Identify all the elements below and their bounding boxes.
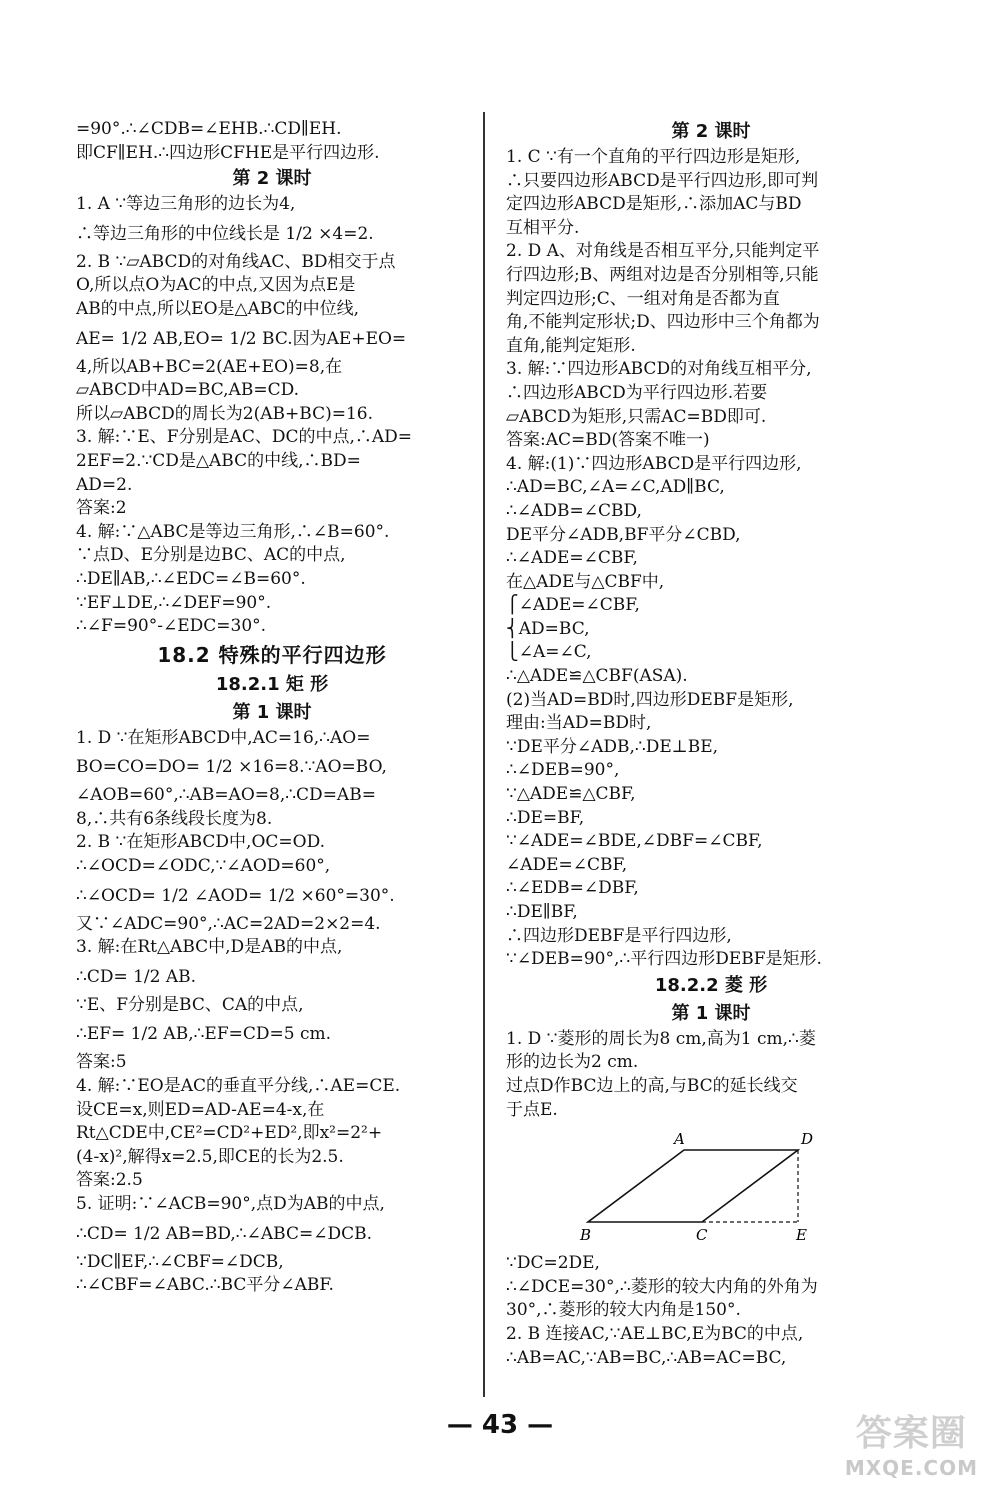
text-line: O,所以点O为AC的中点,又因为点E是: [76, 275, 356, 296]
text-line: 4. 解:(1)∵四边形ABCD是平行四边形,: [506, 453, 802, 474]
text-line: ∵△ADE≌△CBF,: [506, 784, 636, 805]
text-line: ∴∠OCD=∠ODC,∵∠AOD=60°,: [76, 856, 331, 877]
text-line: ⎨AD=BC,: [506, 618, 590, 639]
text-line: 答案:5: [76, 1052, 127, 1073]
text-line: 在△ADE与△CBF中,: [506, 571, 665, 592]
text-line: 3. 解:在Rt△ABC中,D是AB的中点,: [76, 937, 343, 958]
text-line: 2. B ∵在矩形ABCD中,OC=OD.: [76, 832, 326, 853]
text-line: DE平分∠ADB,BF平分∠CBD,: [506, 524, 741, 545]
chapter-heading: 18.2 特殊的平行四边形: [157, 642, 387, 667]
text-line: ∴只要四边形ABCD是平行四边形,即可判: [506, 170, 819, 191]
text-line: ∴∠DEB=90°,: [506, 760, 620, 781]
text-line: 4. 解:∵△ABC是等边三角形,∴∠B=60°.: [76, 521, 390, 542]
section-heading: 第 2 课时: [671, 121, 751, 142]
text-line: 2. B 连接AC,∵AE⊥BC,E为BC的中点,: [506, 1323, 804, 1344]
text-line: ∴CD= 1/2 AB=BD,∴∠ABC=∠DCB.: [76, 1223, 372, 1244]
figure-label-b: B: [580, 1226, 592, 1243]
text-line: 即CF∥EH.∴四边形CFHE是平行四边形.: [76, 142, 380, 163]
text-line: ∴DE=BF,: [506, 807, 585, 828]
column-divider: [483, 112, 485, 1397]
text-line: 2EF=2.∵CD是△ABC的中线,∴BD=: [76, 450, 361, 471]
text-line: 1. C ∵有一个直角的平行四边形是矩形,: [506, 147, 801, 167]
text-line: ∵DE平分∠ADB,∴DE⊥BE,: [506, 736, 719, 757]
text-line: ∵DC=2DE,: [506, 1253, 600, 1274]
text-line: =90°.∴∠CDB=∠EHB.∴CD∥EH.: [76, 119, 342, 139]
text-line: 8,∴共有6条线段长度为8.: [76, 808, 273, 829]
text-line: 所以▱ABCD的周长为2(AB+BC)=16.: [76, 403, 373, 424]
section-heading: 18.2.1 矩 形: [215, 673, 329, 695]
text-line: ⎧∠ADE=∠CBF,: [506, 595, 640, 616]
text-line: 直角,能判定矩形.: [506, 335, 636, 356]
text-line: 3. 解:∵四边形ABCD的对角线互相平分,: [506, 359, 812, 380]
text-line: 互相平分.: [506, 217, 580, 238]
text-line: 定四边形ABCD是矩形,∴添加AC与BD: [506, 194, 802, 215]
text-line: ∠AOB=60°,∴AB=AO=8,∴CD=AB=: [76, 785, 376, 806]
text-line: Rt△CDE中,CE²=CD²+ED²,即x²=2²+: [76, 1123, 383, 1144]
text-line: ∴∠DCE=30°,∴菱形的较大内角的外角为: [506, 1276, 818, 1297]
text-line: ∵点D、E分别是边BC、AC的中点,: [76, 545, 346, 566]
text-line: ∵DC∥EF,∴∠CBF=∠DCB,: [76, 1251, 284, 1272]
text-line: ∴AD=BC,∠A=∠C,AD∥BC,: [506, 477, 725, 498]
text-line: (4-x)²,解得x=2.5,即CE的长为2.5.: [76, 1146, 344, 1167]
figure-label-c: C: [696, 1226, 708, 1243]
text-line: 5. 证明:∵∠ACB=90°,点D为AB的中点,: [76, 1194, 385, 1214]
section-heading: 第 1 课时: [232, 701, 312, 723]
text-line: 答案:2.5: [76, 1170, 143, 1191]
text-line: ∴∠CBF=∠ABC.∴BC平分∠ABF.: [76, 1275, 334, 1296]
text-line: ∴EF= 1/2 AB,∴EF=CD=5 cm.: [76, 1024, 332, 1045]
text-line: ∴∠F=90°-∠EDC=30°.: [76, 616, 267, 637]
section-heading: 第 1 课时: [671, 1002, 751, 1024]
text-line: 30°,∴菱形的较大内角是150°.: [506, 1300, 741, 1321]
text-line: 1. D ∵菱形的周长为8 cm,高为1 cm,∴菱: [506, 1028, 816, 1049]
text-line: ∴四边形ABCD为平行四边形.若要: [506, 382, 768, 403]
text-line: ∴CD= 1/2 AB.: [76, 966, 197, 987]
text-line: 又∵∠ADC=90°,∴AC=2AD=2×2=4.: [76, 913, 381, 934]
text-line: ∴DE∥AB,∴∠EDC=∠B=60°.: [76, 568, 306, 589]
text-line: ∵EF⊥DE,∴∠DEF=90°.: [76, 592, 272, 613]
text-line: 设CE=x,则ED=AD-AE=4-x,在: [76, 1099, 325, 1120]
text-line: ▱ABCD为矩形,只需AC=BD即可.: [506, 406, 767, 427]
text-line: 2. B ∵▱ABCD的对角线AC、BD相交于点: [76, 251, 396, 272]
text-line: 行四边形;B、两组对边是否分别相等,只能: [506, 264, 819, 285]
text-line: ∴DE∥BF,: [506, 902, 578, 922]
section-heading: 第 2 课时: [232, 168, 312, 190]
figure-label-a: A: [674, 1130, 685, 1149]
text-line: 2. D A、对角线是否相互平分,只能判定平: [506, 241, 820, 262]
text-line: ∴∠ADB=∠CBD,: [506, 500, 642, 521]
text-line: 答案:AC=BD(答案不唯一): [506, 430, 710, 451]
text-line: ∠ADE=∠CBF,: [506, 854, 628, 875]
text-line: ▱ABCD中AD=BC,AB=CD.: [76, 380, 300, 401]
text-line: ∵E、F分别是BC、CA的中点,: [76, 994, 304, 1015]
watermark-logo-text: 答案圈: [855, 1413, 967, 1454]
text-line: 1. D ∵在矩形ABCD中,AC=16,∴AO=: [76, 727, 371, 748]
text-line: ∴∠EDB=∠DBF,: [506, 878, 639, 899]
figure-label-e: E: [796, 1226, 807, 1243]
watermark: [845, 1405, 978, 1480]
text-line: ∴等边三角形的中位线长是 1/2 ×4=2.: [76, 223, 374, 244]
text-line: (2)当AD=BD时,四边形DEBF是矩形,: [506, 689, 794, 710]
rhombus-abcd: [588, 1150, 798, 1222]
text-line: ∴四边形DEBF是平行四边形,: [506, 925, 732, 946]
text-line: 1. A ∵等边三角形的边长为4,: [76, 194, 296, 215]
text-line: AB的中点,所以EO是△ABC的中位线,: [76, 298, 360, 319]
text-line: ∴∠ADE=∠CBF,: [506, 548, 638, 569]
text-line: ⎩∠A=∠C,: [506, 642, 592, 663]
text-line: ∴△ADE≌△CBF(ASA).: [506, 666, 688, 687]
text-line: ∵∠ADE=∠BDE,∠DBF=∠CBF,: [506, 831, 763, 852]
text-line: 3. 解:∵E、F分别是AC、DC的中点,∴AD=: [76, 427, 413, 448]
text-line: 判定四边形;C、一组对角是否都为直: [506, 288, 780, 309]
text-line: 理由:当AD=BD时,: [506, 713, 652, 734]
text-line: 4. 解:∵EO是AC的垂直平分线,∴AE=CE.: [76, 1076, 401, 1097]
text-line: AE= 1/2 AB,EO= 1/2 BC.因为AE+EO=: [76, 328, 407, 349]
text-line: ∴AB=AC,∵AB=BC,∴AB=AC=BC,: [506, 1347, 787, 1368]
left-column: [76, 118, 468, 1298]
text-line: ∴∠OCD= 1/2 ∠AOD= 1/2 ×60°=30°.: [76, 885, 395, 906]
text-line: 答案:2: [76, 498, 127, 519]
section-heading: 18.2.2 菱 形: [654, 974, 768, 996]
text-line: 角,不能判定形状;D、四边形中三个角都为: [506, 312, 820, 333]
text-line: AD=2.: [76, 474, 133, 495]
watermark-url: MXQE.COM: [844, 1456, 978, 1480]
right-column: [506, 118, 916, 1370]
text-line: 于点E.: [506, 1099, 558, 1120]
text-line: 4,所以AB+BC=2(AE+EO)=8,在: [76, 356, 343, 377]
text-line: BO=CO=DO= 1/2 ×16=8.∵AO=BO,: [76, 757, 387, 778]
text-line: 形的边长为2 cm.: [506, 1052, 639, 1073]
text-line: 过点D作BC边上的高,与BC的延长线交: [506, 1075, 798, 1096]
rhombus-figure: [576, 1130, 916, 1246]
page-number: — 43 —: [446, 1410, 554, 1440]
figure-label-d: D: [801, 1130, 814, 1149]
text-line: ∵∠DEB=90°,∴平行四边形DEBF是矩形.: [506, 949, 822, 970]
